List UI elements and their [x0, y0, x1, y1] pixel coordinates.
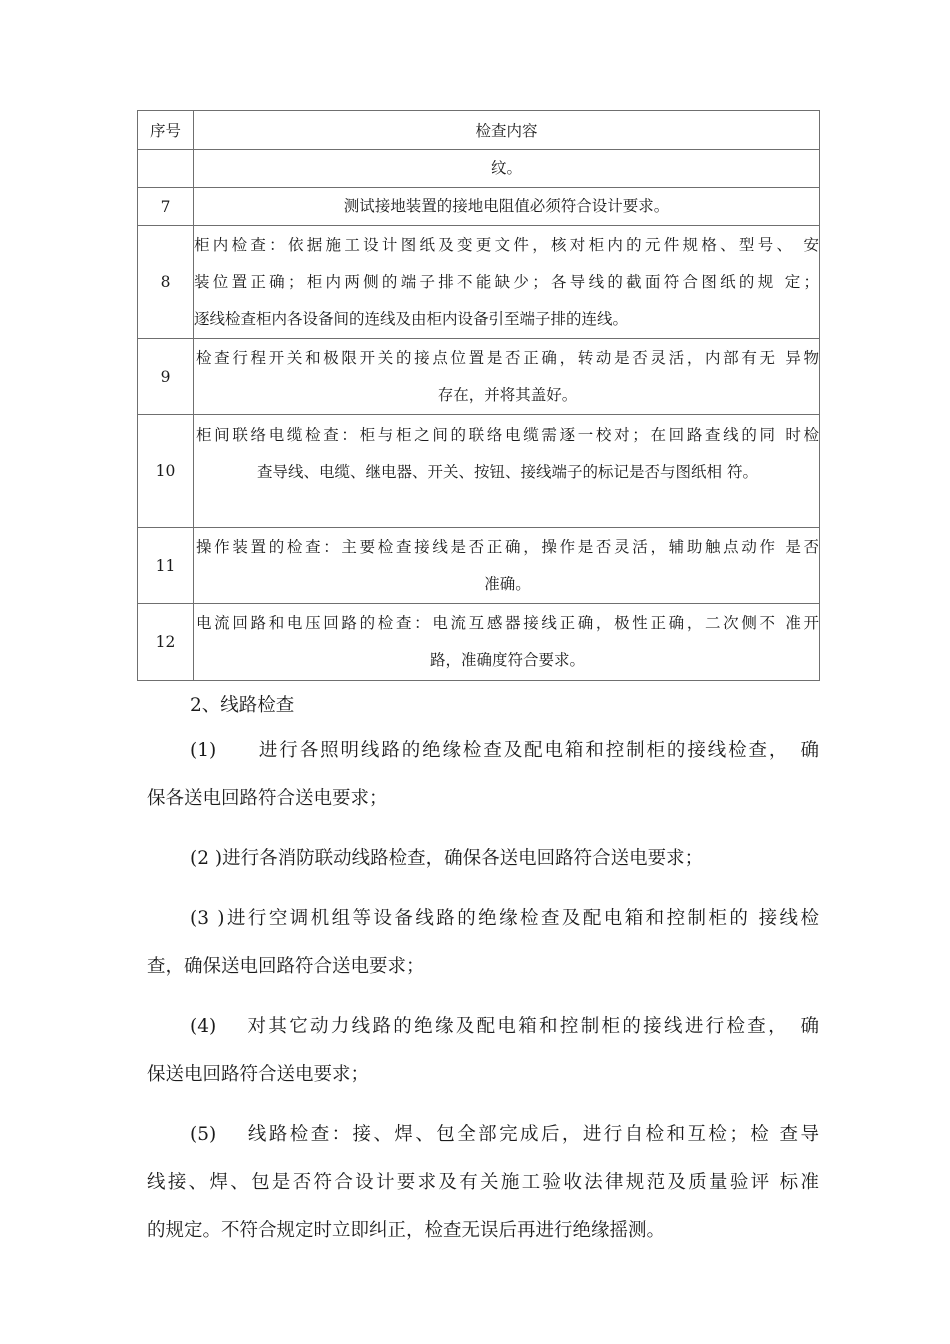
- paragraph-line: 查，确保送电回路符合送电要求；: [147, 956, 425, 977]
- paragraph: [147, 1003, 819, 1099]
- row-num: 10: [138, 415, 194, 528]
- paragraph-line: 保各送电回路符合送电要求；: [147, 788, 388, 809]
- table-row: [138, 339, 820, 415]
- row-num: 8: [138, 226, 194, 339]
- paragraph-line: 的规定。不符合规定时立即纠正，检查无误后再进行绝缘摇测。: [147, 1220, 666, 1241]
- table-row: [138, 604, 820, 681]
- paragraph-line: (1) 进行各照明线路的绝缘检查及配电箱和控制柜的接线检查， 确: [190, 740, 819, 761]
- table-row: [138, 226, 820, 339]
- row-content: 测试接地装置的接地电阻值必须符合设计要求。: [194, 188, 820, 226]
- row-num: [138, 150, 194, 188]
- table-header-row: [138, 111, 820, 150]
- section-heading: 2、线路检查: [190, 695, 295, 716]
- row-num: 9: [138, 339, 194, 415]
- table-row: [138, 528, 820, 604]
- table-row: [138, 415, 820, 528]
- paragraph-line: (2 )进行各消防联动线路检查，确保各送电回路符合送电要求；: [190, 848, 704, 869]
- row-line: 操作装置的检查：主要检查接线是否正确，操作是否灵活，辅助触点动作 是否: [196, 537, 819, 556]
- row-content: [194, 226, 820, 339]
- section-body: [147, 727, 819, 1267]
- row-line: 查导线、电缆、继电器、开关、按钮、接线端子的标记是否与图纸相 符。: [257, 463, 758, 481]
- row-num: 7: [138, 188, 194, 226]
- table-row: [138, 150, 820, 188]
- row-line: 柜间联络电缆检查：柜与柜之间的联络电缆需逐一校对；在回路查线的同 时检: [196, 426, 819, 444]
- paragraph: [147, 1111, 819, 1255]
- header-num: 序号: [138, 111, 194, 150]
- paragraph-line: (3 )进行空调机组等设备线路的绝缘检查及配电箱和控制柜的 接线检: [190, 908, 819, 929]
- row-line: 柜内检查：依据施工设计图纸及变更文件，核对柜内的元件规格、型号、 安: [194, 235, 819, 254]
- paragraph: [147, 835, 819, 883]
- row-line: 装位置正确；柜内两侧的端子排不能缺少；各导线的截面符合图纸的规 定；: [194, 272, 819, 291]
- row-content: [194, 339, 820, 415]
- row-line: 准确。: [484, 574, 531, 593]
- row-line: 逐线检查柜内各设备间的连线及由柜内设备引至端子排的连线。: [194, 309, 629, 328]
- row-content: 纹。: [194, 150, 820, 188]
- row-content: [194, 528, 820, 604]
- row-content: [194, 604, 820, 681]
- inspection-table: [137, 110, 820, 681]
- paragraph-line: (5) 线路检查：接、焊、包全部完成后，进行自检和互检；检 查导: [190, 1124, 819, 1145]
- row-num: 12: [138, 604, 194, 681]
- row-content: [194, 415, 820, 528]
- row-line: 存在，并将其盖好。: [437, 385, 578, 404]
- row-line: 电流回路和电压回路的检查：电流互感器接线正确，极性正确，二次侧不 准开: [196, 614, 819, 632]
- paragraph: [147, 895, 819, 991]
- paragraph-line: 线接、焊、包是否符合设计要求及有关施工验收法律规范及质量验评 标准: [147, 1172, 819, 1193]
- header-content: 检查内容: [194, 111, 820, 150]
- paragraph-line: (4) 对其它动力线路的绝缘及配电箱和控制柜的接线进行检查， 确: [190, 1016, 819, 1037]
- paragraph-line: 保送电回路符合送电要求；: [147, 1064, 370, 1085]
- row-num: 11: [138, 528, 194, 604]
- table-row: [138, 188, 820, 226]
- paragraph: [147, 727, 819, 823]
- row-line: 检查行程开关和极限开关的接点位置是否正确，转动是否灵活，内部有无 异物: [196, 348, 819, 367]
- row-line: 路，准确度符合要求。: [429, 651, 585, 669]
